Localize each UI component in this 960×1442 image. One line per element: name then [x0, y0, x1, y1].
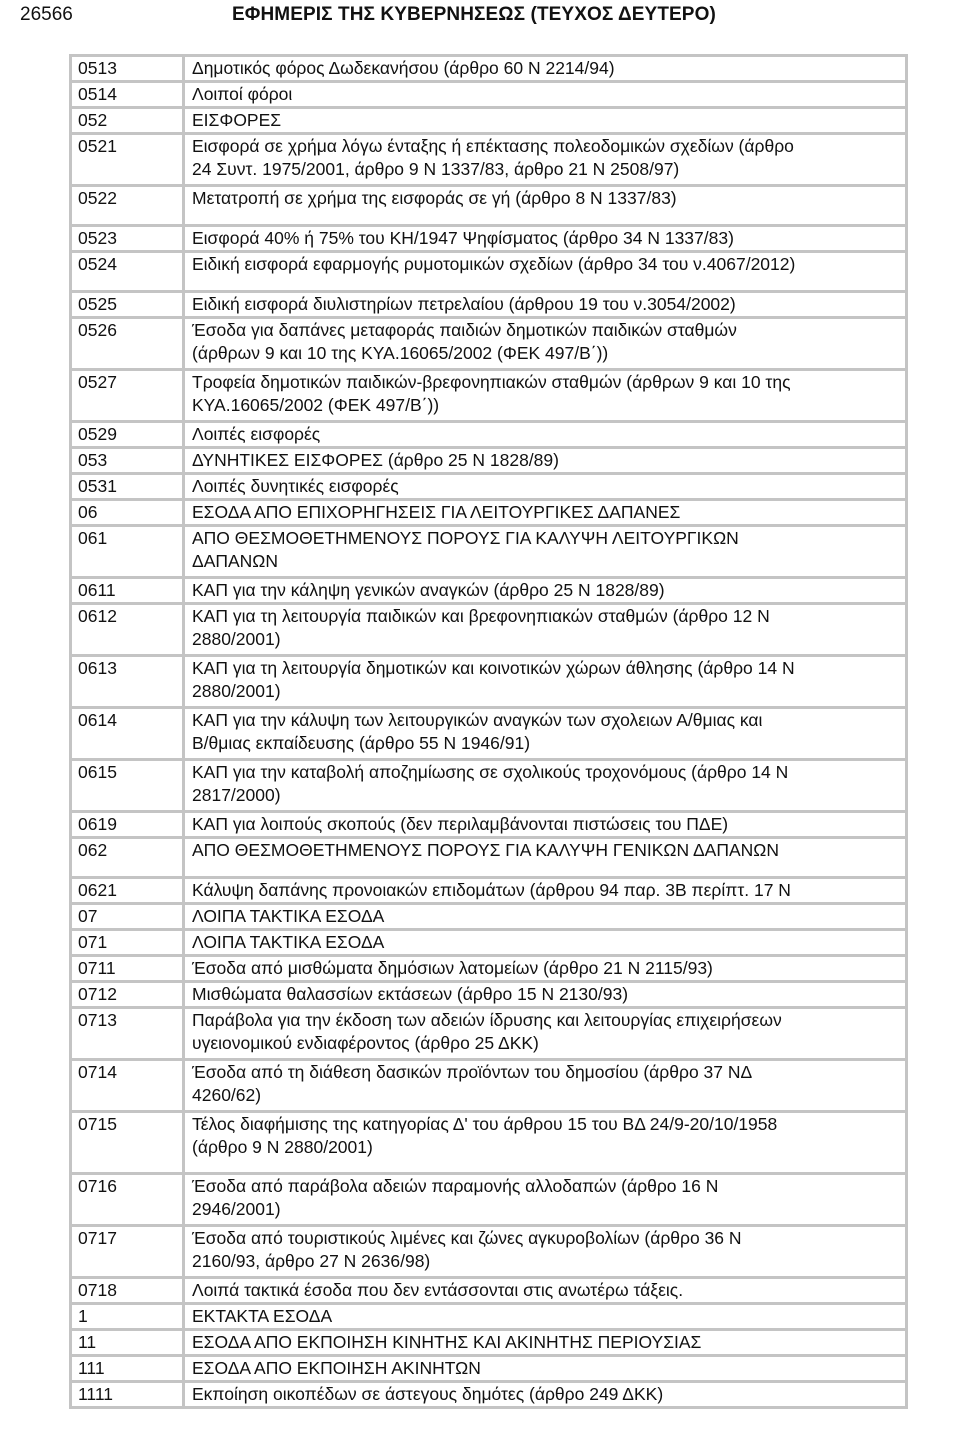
description-line: Τροφεία δημοτικών παιδικών-βρεφονηπιακών σταθμών (άρθρων 9 και 10 της [192, 372, 791, 392]
row-code: 0712 [72, 983, 185, 1006]
description-line: Κάλυψη δαπάνης προνοιακών επιδομάτων (άρθρου 94 παρ. 3Β περίπτ. 17 Ν [192, 880, 791, 900]
description-line: ΚΑΠ για την κάληψη γενικών αναγκών (άρθρο 25 Ν 1828/89) [192, 580, 665, 600]
row-code: 0711 [72, 957, 185, 980]
row-code: 0529 [72, 423, 185, 446]
row-description [185, 1383, 905, 1406]
description-line: ΕΣΟΔΑ ΑΠΟ ΕΠΙΧΟΡΗΓΗΣΕΙΣ ΓΙΑ ΛΕΙΤΟΥΡΓΙΚΕΣ ΔΑΠΑΝΕΣ [192, 502, 681, 522]
description-line: 2880/2001) [192, 629, 281, 649]
table-row [72, 109, 905, 132]
table-row [72, 1175, 905, 1224]
table-row [72, 187, 905, 224]
row-code: 0716 [72, 1175, 185, 1224]
table-row [72, 905, 905, 928]
description-line: Μισθώματα θαλασσίων εκτάσεων (άρθρο 15 Ν 2130/93) [192, 984, 629, 1004]
row-code: 0613 [72, 657, 185, 706]
row-description [185, 605, 905, 654]
row-description [185, 813, 905, 836]
table-row [72, 227, 905, 250]
table-row [72, 579, 905, 602]
description-line: Τέλος διαφήμισης της κατηγορίας Δ' του άρθρου 15 του ΒΔ 24/9-20/10/1958 [192, 1114, 778, 1134]
description-line: Εκποίηση οικοπέδων σε άστεγους δημότες (άρθρο 249 ΔΚΚ) [192, 1384, 664, 1404]
row-code: 0526 [72, 319, 185, 368]
description-line: ΑΠΟ ΘΕΣΜΟΘΕΤΗΜΕΝΟΥΣ ΠΟΡΟΥΣ ΓΙΑ ΚΑΛΥΨΗ ΛΕΙΤΟΥΡΓΙΚΩΝ [192, 528, 739, 548]
row-code: 0714 [72, 1061, 185, 1110]
table-row [72, 761, 905, 810]
description-line: Δημοτικός φόρος Δωδεκανήσου (άρθρο 60 Ν 2214/94) [192, 58, 615, 78]
table-row [72, 57, 905, 80]
table-row [72, 1113, 905, 1172]
description-line: υγειονομικού ενδιαφέροντος (άρθρο 25 ΔΚΚ) [192, 1033, 539, 1053]
table-row [72, 1061, 905, 1110]
description-line: ΛΟΙΠΑ ΤΑΚΤΙΚΑ ΕΣΟΔΑ [192, 906, 385, 926]
row-description [185, 83, 905, 106]
row-code: 061 [72, 527, 185, 576]
row-code: 1111 [72, 1383, 185, 1406]
table-row [72, 957, 905, 980]
row-code: 0615 [72, 761, 185, 810]
description-line: Λοιπές δυνητικές εισφορές [192, 476, 399, 496]
row-description [185, 371, 905, 420]
table-row [72, 135, 905, 184]
row-code: 0715 [72, 1113, 185, 1172]
row-description [185, 1113, 905, 1172]
row-description [185, 931, 905, 954]
description-line: ΚΥΑ.16065/2002 (ΦΕΚ 497/Β΄)) [192, 395, 440, 415]
row-description [185, 1175, 905, 1224]
row-description [185, 983, 905, 1006]
table-row [72, 709, 905, 758]
row-description [185, 501, 905, 524]
row-code: 0525 [72, 293, 185, 316]
row-description [185, 423, 905, 446]
description-line: ΔΑΠΑΝΩΝ [192, 551, 279, 571]
row-description [185, 1009, 905, 1058]
description-line: Λοιπές εισφορές [192, 424, 321, 444]
description-line: Λοιποί φόροι [192, 84, 293, 104]
row-code: 0713 [72, 1009, 185, 1058]
description-line: Ειδική εισφορά διυλιστηρίων πετρελαίου (άρθρου 19 του ν.3054/2002) [192, 294, 736, 314]
table-row [72, 983, 905, 1006]
row-description [185, 579, 905, 602]
page-header [0, 0, 960, 40]
row-code: 0619 [72, 813, 185, 836]
table-row [72, 1305, 905, 1328]
description-line: ΕΣΟΔΑ ΑΠΟ ΕΚΠΟΙΗΣΗ ΚΙΝΗΤΗΣ ΚΑΙ ΑΚΙΝΗΤΗΣ ΠΕΡΙΟΥΣΙΑΣ [192, 1332, 702, 1352]
table-row [72, 1009, 905, 1058]
description-line: ΚΑΠ για τη λειτουργία δημοτικών και κοινοτικών χώρων άθλησης (άρθρο 14 Ν [192, 658, 795, 678]
row-code: 0717 [72, 1227, 185, 1276]
gazette-title: ΕΦΗΜΕΡΙΣ ΤΗΣ ΚΥΒΕΡΝΗΣΕΩΣ (ΤΕΥΧΟΣ ΔΕΥΤΕΡΟ) [232, 4, 716, 25]
row-description [185, 109, 905, 132]
description-line: ΚΑΠ για την κάλυψη των λειτουργικών αναγκών των σχολειων Α/θμιας και [192, 710, 763, 730]
row-code: 0523 [72, 227, 185, 250]
row-description [185, 227, 905, 250]
row-description [185, 1061, 905, 1110]
row-description [185, 709, 905, 758]
row-code: 06 [72, 501, 185, 524]
revenue-code-table [69, 54, 908, 1409]
row-code: 1 [72, 1305, 185, 1328]
row-code: 07 [72, 905, 185, 928]
row-description [185, 1331, 905, 1354]
table-row [72, 319, 905, 368]
table-row [72, 475, 905, 498]
description-line: (άρθρο 9 Ν 2880/2001) [192, 1137, 373, 1157]
row-description [185, 187, 905, 224]
row-description [185, 135, 905, 184]
description-line: 2880/2001) [192, 681, 281, 701]
row-description [185, 1279, 905, 1302]
row-description [185, 761, 905, 810]
description-line: Λοιπά τακτικά έσοδα που δεν εντάσσονται στις ανωτέρω τάξεις. [192, 1280, 684, 1300]
description-line: ΚΑΠ για τη λειτουργία παιδικών και βρεφονηπιακών σταθμών (άρθρο 12 Ν [192, 606, 770, 626]
table-row [72, 1331, 905, 1354]
row-description [185, 253, 905, 290]
row-description [185, 657, 905, 706]
table-row [72, 449, 905, 472]
description-line: ΕΣΟΔΑ ΑΠΟ ΕΚΠΟΙΗΣΗ ΑΚΙΝΗΤΩΝ [192, 1358, 481, 1378]
table-row [72, 879, 905, 902]
row-description [185, 293, 905, 316]
row-description [185, 879, 905, 902]
table-row [72, 423, 905, 446]
row-code: 0527 [72, 371, 185, 420]
description-line: 24 Συντ. 1975/2001, άρθρο 9 Ν 1337/83, άρθρο 21 Ν 2508/97) [192, 159, 680, 179]
row-description [185, 449, 905, 472]
description-line: ΛΟΙΠΑ ΤΑΚΤΙΚΑ ΕΣΟΔΑ [192, 932, 385, 952]
row-code: 111 [72, 1357, 185, 1380]
row-description [185, 1357, 905, 1380]
description-line: Μετατροπή σε χρήμα της εισφοράς σε γή (άρθρο 8 Ν 1337/83) [192, 188, 677, 208]
row-description [185, 319, 905, 368]
description-line: 4260/62) [192, 1085, 262, 1105]
table-row [72, 1383, 905, 1406]
row-description [185, 475, 905, 498]
row-description [185, 1227, 905, 1276]
row-code: 0513 [72, 57, 185, 80]
description-line: ΑΠΟ ΘΕΣΜΟΘΕΤΗΜΕΝΟΥΣ ΠΟΡΟΥΣ ΓΙΑ ΚΑΛΥΨΗ ΓΕΝΙΚΩΝ ΔΑΠΑΝΩΝ [192, 840, 780, 860]
table-row [72, 1279, 905, 1302]
description-line: ΚΑΠ για την καταβολή αποζημίωσης σε σχολικούς τροχονόμους (άρθρο 14 Ν [192, 762, 789, 782]
row-code: 053 [72, 449, 185, 472]
description-line: ΔΥΝΗΤΙΚΕΣ ΕΙΣΦΟΡΕΣ (άρθρο 25 Ν 1828/89) [192, 450, 559, 470]
row-code: 0718 [72, 1279, 185, 1302]
table-row [72, 501, 905, 524]
description-line: (άρθρων 9 και 10 της ΚΥΑ.16065/2002 (ΦΕΚ 497/Β΄)) [192, 343, 609, 363]
row-code: 0521 [72, 135, 185, 184]
description-line: Εισφορά 40% ή 75% του ΚΗ/1947 Ψηφίσματος (άρθρο 34 Ν 1337/83) [192, 228, 734, 248]
row-code: 0531 [72, 475, 185, 498]
row-code: 0612 [72, 605, 185, 654]
row-code: 071 [72, 931, 185, 954]
table-row [72, 931, 905, 954]
description-line: Έσοδα από παράβολα αδειών παραμονής αλλοδαπών (άρθρο 16 Ν [192, 1176, 719, 1196]
row-description [185, 57, 905, 80]
description-line: ΚΑΠ για λοιπούς σκοπούς (δεν περιλαμβάνονται πιστώσεις του ΠΔΕ) [192, 814, 729, 834]
table-row [72, 657, 905, 706]
table-row [72, 527, 905, 576]
table-row [72, 1357, 905, 1380]
row-code: 0614 [72, 709, 185, 758]
description-line: Έσοδα από μισθώματα δημόσιων λατομείων (άρθρο 21 Ν 2115/93) [192, 958, 713, 978]
table-row [72, 839, 905, 876]
row-description [185, 957, 905, 980]
table-row [72, 83, 905, 106]
row-code: 0514 [72, 83, 185, 106]
description-line: ΕΚΤΑΚΤΑ ΕΣΟΔΑ [192, 1306, 333, 1326]
table-row [72, 1227, 905, 1276]
row-code: 0611 [72, 579, 185, 602]
description-line: 2160/93, άρθρο 27 Ν 2636/98) [192, 1251, 431, 1271]
table-row [72, 605, 905, 654]
table-row [72, 253, 905, 290]
table-row [72, 293, 905, 316]
row-description [185, 905, 905, 928]
description-line: 2817/2000) [192, 785, 281, 805]
row-code: 052 [72, 109, 185, 132]
row-code: 0524 [72, 253, 185, 290]
row-code: 062 [72, 839, 185, 876]
description-line: Β/θμιας εκπαίδευσης (άρθρο 55 Ν 1946/91) [192, 733, 531, 753]
row-description [185, 527, 905, 576]
row-code: 0621 [72, 879, 185, 902]
table-row [72, 371, 905, 420]
description-line: Ειδική εισφορά εφαρμογής ρυμοτομικών σχεδίων (άρθρο 34 του ν.4067/2012) [192, 254, 796, 274]
description-line: Εισφορά σε χρήμα λόγω ένταξης ή επέκτασης πολεοδομικών σχεδίων (άρθρο [192, 136, 794, 156]
description-line: 2946/2001) [192, 1199, 281, 1219]
description-line: Έσοδα από τη διάθεση δασικών προϊόντων του δημοσίου (άρθρο 37 ΝΔ [192, 1062, 753, 1082]
page-number: 26566 [20, 4, 73, 25]
row-code: 11 [72, 1331, 185, 1354]
description-line: Έσοδα από τουριστικούς λιμένες και ζώνες αγκυροβολίων (άρθρο 36 Ν [192, 1228, 742, 1248]
row-description [185, 1305, 905, 1328]
description-line: ΕΙΣΦΟΡΕΣ [192, 110, 282, 130]
description-line: Έσοδα για δαπάνες μεταφοράς παιδιών δημοτικών παιδικών σταθμών [192, 320, 737, 340]
description-line: Παράβολα για την έκδοση των αδειών ίδρυσης και λειτουργίας επιχειρήσεων [192, 1010, 782, 1030]
row-description [185, 839, 905, 876]
table-row [72, 813, 905, 836]
row-code: 0522 [72, 187, 185, 224]
